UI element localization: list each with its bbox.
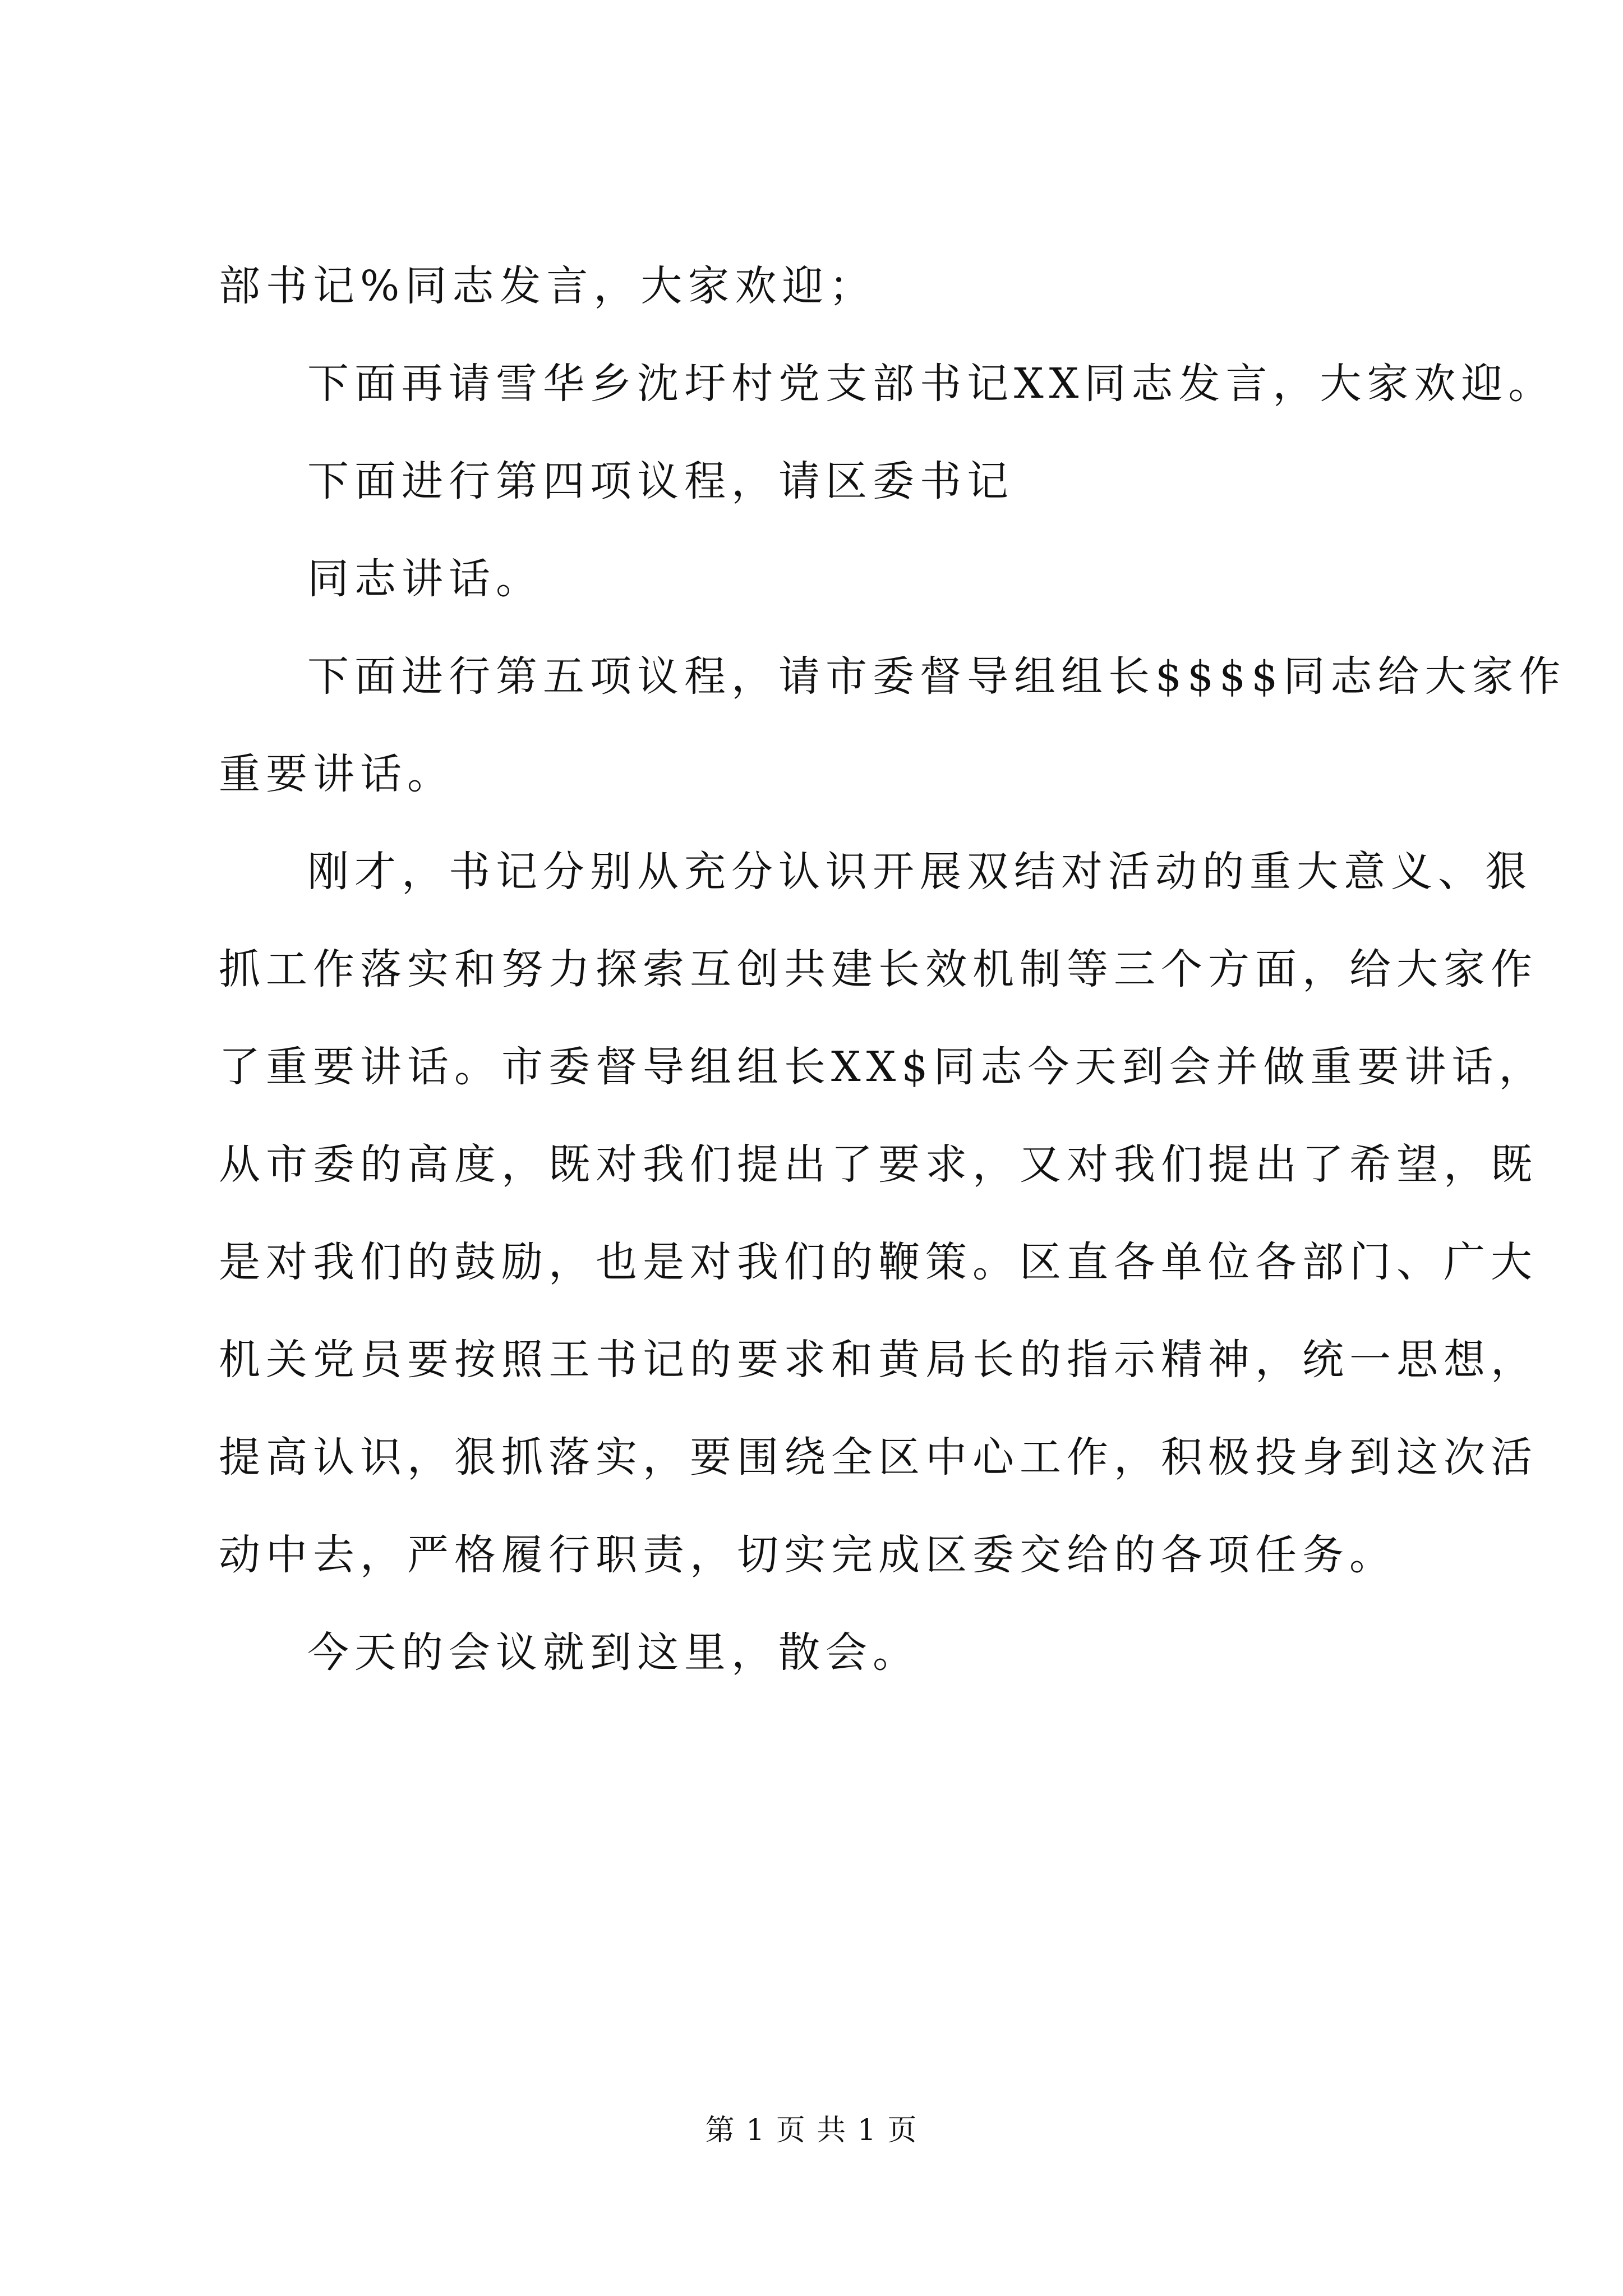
text-line: 从市委的高度，既对我们提出了要求，又对我们提出了希望，既 <box>219 1140 1538 1189</box>
text-line: 下面进行第四项议程，请区委书记 <box>307 457 1014 505</box>
text-line: 提高认识，狠抓落实，要围绕全区中心工作，积极投身到这次活 <box>219 1433 1538 1481</box>
text-line: 机关党员要按照王书记的要求和黄局长的指示精神，统一思想， <box>219 1336 1538 1384</box>
text-line: 动中去，严格履行职责，切实完成区委交给的各项任务。 <box>219 1531 1396 1579</box>
text-line: 重要讲话。 <box>219 750 454 798</box>
text-line: 下面进行第五项议程，请市委督导组组长$$$$同志给大家作 <box>307 652 1566 701</box>
text-line: 抓工作落实和努力探索互创共建长效机制等三个方面，给大家作 <box>219 945 1538 993</box>
text-line: 是对我们的鼓励，也是对我们的鞭策。区直各单位各部门、广大 <box>219 1238 1538 1286</box>
text-line: 刚才，书记分别从充分认识开展双结对活动的重大意义、狠 <box>307 848 1532 896</box>
text-line: 了重要讲话。市委督导组组长XX$同志今天到会并做重要讲话， <box>219 1043 1546 1091</box>
text-line: 下面再请雪华乡沈圩村党支部书记XX同志发言，大家欢迎。 <box>307 360 1556 408</box>
text-line: 部书记%同志发言，大家欢迎； <box>219 262 877 310</box>
page-footer: 第 1 页 共 1 页 <box>705 2114 918 2147</box>
text-line: 同志讲话。 <box>307 555 543 603</box>
text-line: 今天的会议就到这里，散会。 <box>307 1628 920 1677</box>
